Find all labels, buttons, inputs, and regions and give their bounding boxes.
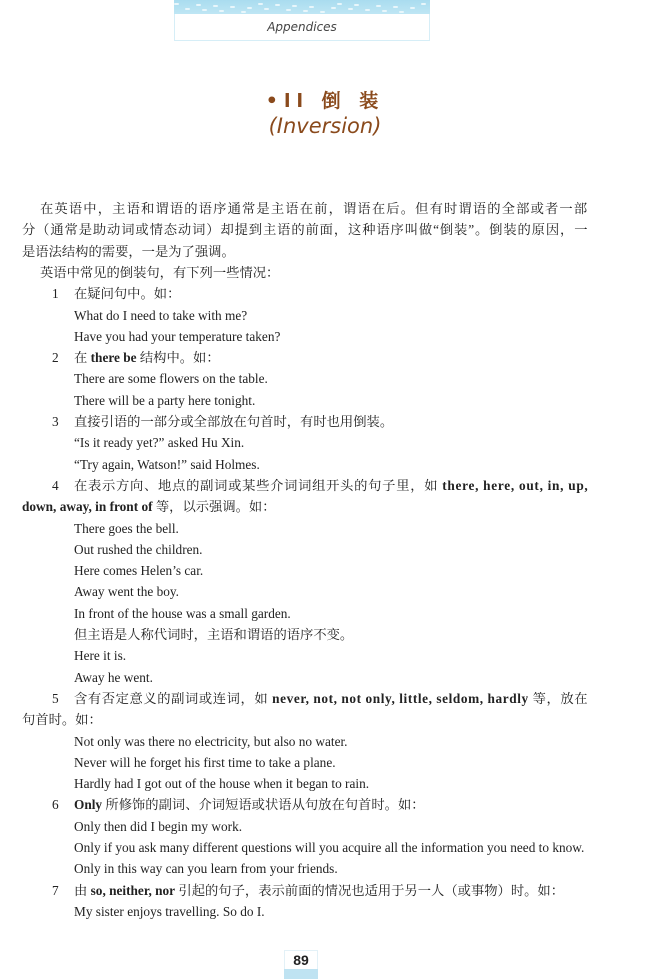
bold-keyword: so, neither, nor [90,882,176,898]
text-segment: Here it is. [74,648,127,664]
text-segment: There goes the bell. [74,520,179,536]
item-number: 6 [52,797,59,813]
text-segment: Not only was there no electricity, but also no water. [74,733,348,749]
text-segment: 由 [74,882,91,898]
bold-keyword: never, not, not only, little, seldom, hardly [272,690,529,706]
text-segment: 分（通常是助动词或情态动词）却提到主语的前面，这种语序叫做“倒装”。倒装的原因，一 [22,222,589,238]
text-segment: 直接引语的一部分或全部放在句首时，有时也用倒装。 [74,414,394,429]
item-number: 1 [52,286,59,302]
text-segment: 结构中。如： [136,350,220,366]
text-segment: “Is it ready yet?” asked Hu Xin. [74,435,245,451]
text-segment: 所修饰的副词、介词短语或状语从句放在句首时。如： [102,797,425,813]
text-segment: Out rushed the children. [74,541,203,557]
chapter-title-english: (Inversion) [268,114,382,138]
text-line [22,221,588,239]
text-segment: Hardly had I got out of the house when it began to rain. [74,776,370,792]
text-segment: Away he went. [74,669,153,685]
text-segment: 等，放在 [528,690,589,706]
example-sentence [74,903,265,921]
example-sentence [74,754,336,772]
text-line [22,243,235,261]
text-segment: 引起的句子，表示前面的情况也适用于另一人（或事物）时。如： [175,882,565,898]
text-segment: In front of the house was a small garden. [74,605,291,621]
text-segment: There will be a party here tonight. [74,392,256,408]
example-sentence [74,328,280,346]
example-sentence [74,307,247,325]
text-line [40,200,588,218]
example-sentence [74,818,242,836]
text-line [22,498,276,516]
text-segment: 含有否定意义的副词或连词，如 [74,690,273,706]
text-segment: My sister enjoys travelling. So do I. [74,903,265,919]
text-segment: Have you had your temperature taken? [74,328,281,344]
text-segment: 在 [74,350,91,366]
text-line [40,264,279,282]
item-number: 7 [52,882,59,898]
text-segment: 句首时。如： [22,712,102,728]
bold-keyword: there be [90,350,137,366]
text-line [74,796,425,814]
bold-keyword: there, here, out, in, up, [442,477,589,493]
text-segment: 是语法结构的需要，一是为了强调。 [22,243,235,259]
bold-keyword: down, away, in front of [22,499,153,515]
text-segment: 在英语中，主语和谓语的语序通常是主语在前，谓语在后。但有时谓语的全部或者一部 [40,201,589,216]
example-sentence [74,733,348,751]
text-segment: 等，以示强调。如： [152,499,276,515]
example-sentence [74,562,203,580]
example-sentence [74,541,203,559]
example-sentence [74,626,353,644]
example-sentence [74,520,179,538]
text-segment: 在疑问句中。如： [74,286,181,302]
item-number: 2 [52,350,59,366]
example-sentence [74,647,126,665]
item-number: 5 [52,690,59,706]
example-sentence [74,456,260,474]
text-segment: What do I need to take with me? [74,307,248,323]
text-line [74,882,564,900]
text-segment: Here comes Helen’s car. [74,563,204,579]
example-sentence [74,839,584,857]
text-segment: Away went the boy. [74,584,180,600]
example-sentence [74,370,268,388]
example-sentence [74,605,291,623]
text-line [74,349,220,367]
text-segment: 在表示方向、地点的副词或某些介词词组开头的句子里，如 [74,477,443,493]
text-segment: 英语中常见的倒装句，有下列一些情况： [40,264,280,280]
item-number: 4 [52,477,59,493]
text-segment: 但主语是人称代词时，主语和谓语的语序不变。 [74,627,354,642]
page-number-bar [284,969,318,979]
text-line [74,285,180,303]
example-sentence [74,434,244,452]
bold-keyword: Only [74,797,103,813]
text-segment: Only in this way can you learn from your friends. [74,861,338,877]
example-sentence [74,583,179,601]
text-segment: Only then did I begin my work. [74,818,243,834]
chapter-title-chinese: •ll 倒 装 [265,90,385,112]
page-number: 89 [284,950,318,969]
text-line [74,690,588,708]
text-segment: There are some flowers on the table. [74,371,268,387]
section-header: Appendices [174,14,430,41]
example-sentence [74,392,255,410]
example-sentence [74,860,338,878]
text-line [74,413,393,431]
text-segment: Only if you ask many different questions will you acquire all the information you need to know. [74,840,585,855]
text-line [74,477,588,495]
example-sentence [74,669,153,687]
text-line [22,711,102,729]
example-sentence [74,775,369,793]
item-number: 3 [52,414,59,429]
header-banner [174,0,430,14]
text-segment: “Try again, Watson!” said Holmes. [74,456,260,472]
text-segment: Never will he forget his first time to take a plane. [74,754,336,770]
